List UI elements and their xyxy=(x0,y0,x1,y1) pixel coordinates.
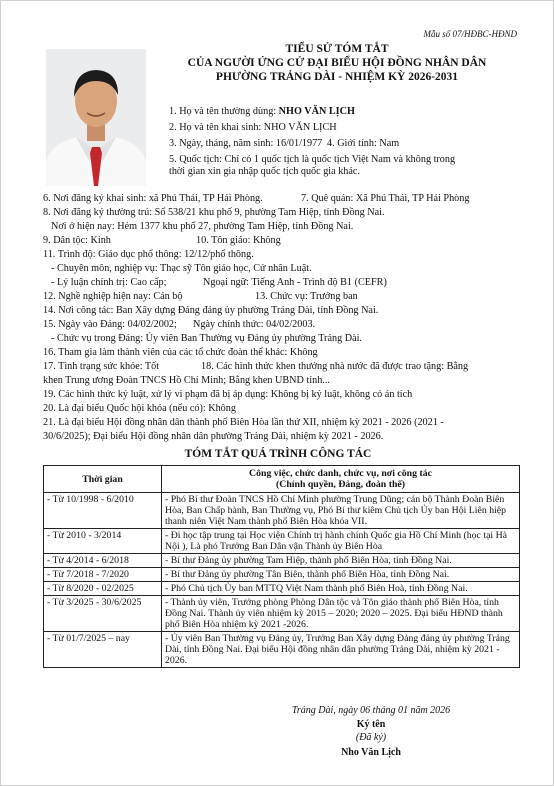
field-health: 17. Tình trạng sức khỏe: Tốt xyxy=(43,361,160,372)
row-description: - Ủy viên Ban Thường vụ Đảng ủy, Trưởng Ban Xây dựng Đảng đảng ủy phường Trảng Dài, tỉnh Đồng Nai. Đại biểu Hội đồng nhân dân phường Trảng Dài, nhiệm kỳ 2021 - 2026. xyxy=(162,632,520,668)
row-time: - Từ 4/2014 - 6/2018 xyxy=(44,554,162,568)
document-term: PHƯỜNG TRẢNG DÀI - NHIỆM KỲ 2026-2031 xyxy=(215,71,459,83)
column-header-description-line1: Công việc, chức danh, chức vụ, nơi công tác xyxy=(249,468,432,479)
table-row xyxy=(44,529,520,554)
field-council-member: 21. Là đại biểu Hội đồng nhân dân thành phố Biên Hòa lần thứ XII, nhiệm kỳ 2021 - 2026 (2021 - xyxy=(43,417,444,428)
field-workplace: 14. Nơi công tác: Ban Xây dựng Đảng đảng ủy phường Trảng Dài, tỉnh Đồng Nai. xyxy=(43,305,379,316)
field-ethnicity: 9. Dân tộc: Kinh xyxy=(43,235,111,246)
table-row xyxy=(44,582,520,596)
row-description: - Bí thư Đảng ủy phường Tân Biên, thành phố Biên Hòa, tỉnh Đồng Nai. xyxy=(162,568,520,582)
field-religion: 10. Tôn giáo: Không xyxy=(196,235,281,246)
field-party-position: - Chức vụ trong Đảng: Ủy viên Ban Thường vụ Đảng ủy phường Trảng Dài. xyxy=(51,333,362,344)
field-birth-name: 2. Họ và tên khai sinh: NHO VĂN LỊCH xyxy=(169,122,337,133)
field-organizations: 16. Tham gia làm thành viên của các tổ chức đoàn thể khác: Không xyxy=(43,347,318,358)
row-description: - Phó Bí thư Đoàn TNCS Hồ Chí Minh phường Trung Dũng; cán bộ Thành Đoàn Biên Hòa, Ban Chấp hành, Ban Thường vụ, Phó Bí thư kiêm Chủ tịch Ủy ban Hội Liên hiệp thanh niên Việt Nam thành phố Biên Hòa khóa VII. xyxy=(162,493,520,529)
work-history-table xyxy=(43,465,520,668)
field-awards: 18. Các hình thức khen thưởng nhà nước đã được trao tặng: Bằng xyxy=(201,361,469,372)
form-number: Mẫu số 07/HĐBC-HĐND xyxy=(423,29,517,39)
field-birth-registration: 6. Nơi đăng ký khai sinh: xã Phú Thái, TP Hải Phòng. xyxy=(43,193,263,204)
table-row xyxy=(44,493,520,529)
table-row xyxy=(44,554,520,568)
candidate-name: NHO VĂN LỊCH xyxy=(278,106,355,117)
document-title: TIỂU SỬ TÓM TẮT xyxy=(285,43,389,55)
row-description: - Phó Chủ tịch Ủy ban MTTQ Việt Nam thành phố Biên Hoà, tỉnh Đồng Nai. xyxy=(162,582,520,596)
table-row xyxy=(44,596,520,632)
field-national-assembly: 20. Là đại biểu Quốc hội khóa (nếu có): Không xyxy=(43,403,236,414)
field-party-official-date: Ngày chính thức: 04/02/2003. xyxy=(193,319,316,330)
field-nationality: 5. Quốc tịch: Chỉ có 1 quốc tịch là quốc tịch Việt Nam và không trong xyxy=(169,154,456,165)
signature-label: Ký tên xyxy=(356,719,386,730)
field-education: 11. Trình độ: Giáo dục phổ thông: 12/12/phổ thông. xyxy=(43,249,254,260)
field-specialty: - Chuyên môn, nghiệp vụ: Thạc sỹ Tôn giáo học, Cử nhân Luật. xyxy=(51,263,312,274)
row-description: - Đi học tập trung tại Học viện Chính trị hành chính Quốc gia Hồ Chí Minh (học tại Hà Nội ), Là phó Trưởng Ban Dân vận Thành ủy Biên Hòa xyxy=(162,529,520,554)
row-time: - Từ 2010 - 3/2014 xyxy=(44,529,162,554)
document-subtitle: CỦA NGƯỜI ỨNG CỬ ĐẠI BIỂU HỘI ĐỒNG NHÂN DÂN xyxy=(187,57,487,69)
column-header-time: Thời gian xyxy=(44,466,162,493)
signature-place-date: Trảng Dài, ngày 06 tháng 01 năm 2026 xyxy=(291,705,451,716)
field-nationality-cont: thời gian xin gia nhập quốc tịch quốc gia khác. xyxy=(169,166,360,177)
row-time: - Từ 8/2020 - 02/2025 xyxy=(44,582,162,596)
field-permanent-residence: 8. Nơi đăng ký thường trú: Số 538/21 khu phố 9, phường Tam Hiệp, tỉnh Đồng Nai. xyxy=(43,207,385,218)
row-time: - Từ 3/2025 - 30/6/2025 xyxy=(44,596,162,632)
field-birth-date: 3. Ngày, tháng, năm sinh: 16/01/1977 xyxy=(169,138,323,149)
row-description: - Bí thư Đảng ủy phường Tam Hiệp, thành phố Biên Hòa, tỉnh Đồng Nai. xyxy=(162,554,520,568)
row-time: - Từ 10/1998 - 6/2010 xyxy=(44,493,162,529)
column-header-description-line2: (Chính quyền, Đảng, đoàn thể) xyxy=(275,479,406,490)
signature-status: (Đã ký) xyxy=(355,732,387,743)
row-time: - Từ 01/7/2025 – nay xyxy=(44,632,162,668)
field-gender: 4. Giới tính: Nam xyxy=(327,138,400,149)
field-political-theory: - Lý luận chính trị: Cao cấp; xyxy=(51,277,167,288)
field-council-member-cont: 30/6/2025); Đại biểu Hội đồng nhân dân phường Trảng Dài, nhiệm kỳ 2021 - 2026. xyxy=(43,431,384,442)
field-common-name xyxy=(169,106,355,118)
field-common-name-label: 1. Họ và tên thường dùng: xyxy=(169,106,279,117)
candidate-photo xyxy=(46,49,146,186)
table-row xyxy=(44,568,520,582)
field-discipline: 19. Các hình thức kỷ luật, xử lý vi phạm đã bị áp dụng: Không bị kỷ luật, không có án tích xyxy=(43,389,413,400)
portrait-image xyxy=(46,49,146,186)
field-party-join-date: 15. Ngày vào Đảng: 04/02/2002; xyxy=(43,319,177,330)
field-foreign-language: Ngoại ngữ: Tiếng Anh - Trình độ B1 (CEFR) xyxy=(203,277,387,288)
field-current-residence: Nơi ở hiện nay: Hẻm 1377 khu phố 27, phường Tam Hiệp, tỉnh Đồng Nai. xyxy=(51,221,354,232)
field-awards-cont: khen Trung ương Đoàn TNCS Hồ Chí Minh; Bằng khen UBND tỉnh... xyxy=(43,375,330,386)
table-row xyxy=(44,632,520,668)
work-history-title: TÓM TẮT QUÁ TRÌNH CÔNG TÁC xyxy=(184,448,372,460)
field-hometown: 7. Quê quán: Xã Phú Thái, TP Hải Phòng xyxy=(301,193,470,204)
field-position: 13. Chức vụ: Trưởng ban xyxy=(255,291,358,302)
row-description: - Thành ủy viên, Trưởng phòng Phòng Dân tộc và Tôn giáo thành phố Biên Hòa, tỉnh Đồng Nai. Thành ủy viên nhiệm kỳ 2015 – 2020; 2020 – 2025. Đại biểu HĐND thành phố Biên Hòa nhiệm kỳ 2021 -2026. xyxy=(162,596,520,632)
column-header-description xyxy=(162,466,520,493)
table-header-row xyxy=(44,466,520,493)
field-occupation: 12. Nghề nghiệp hiện nay: Cán bộ xyxy=(43,291,183,302)
signatory-name: Nho Văn Lịch xyxy=(341,747,401,758)
row-time: - Từ 7/2018 - 7/2020 xyxy=(44,568,162,582)
